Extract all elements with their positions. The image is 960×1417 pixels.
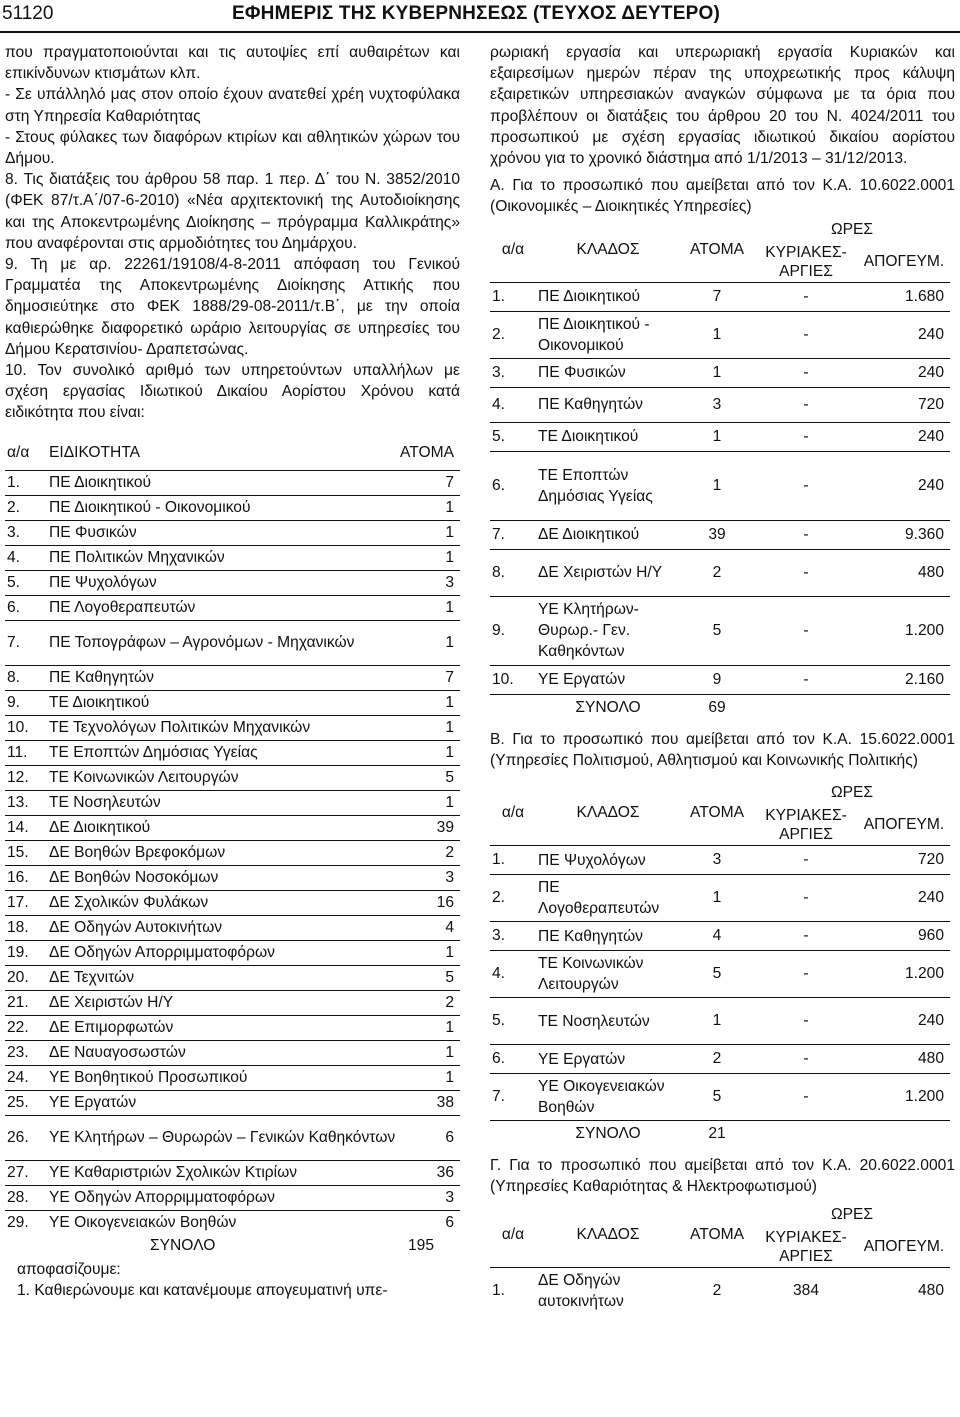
row-number: 9. (492, 621, 506, 639)
table-row (5, 1185, 460, 1210)
row-klados: ΤΕ Κοινωνικών Λειτουργών (538, 955, 644, 994)
total-row (490, 694, 950, 721)
row-atoma: 5 (712, 965, 722, 983)
row-atoma: 4 (712, 927, 722, 945)
table-row (5, 470, 460, 495)
row-number: 2. (492, 325, 506, 343)
row-apogeum: 1.680 (904, 287, 944, 305)
row-count: 36 (436, 1163, 454, 1181)
header-aa: α/α (501, 804, 525, 822)
row-number: 2. (7, 498, 21, 516)
total-blank (754, 694, 950, 721)
row-apogeum: 720 (917, 851, 944, 869)
row-atoma: 2 (712, 1282, 722, 1300)
row-atoma: 1 (712, 476, 722, 494)
row-apogeum: 9.360 (904, 525, 944, 543)
table-row (5, 840, 460, 865)
row-count: 5 (445, 768, 454, 786)
header-aa: α/α (501, 240, 525, 258)
row-specialty: ΥΕ Εργατών (49, 1093, 137, 1111)
row-specialty: ΔΕ Διοικητικού (49, 818, 151, 836)
row-klados: ΔΕ Διοικητικού (538, 526, 640, 544)
row-kyriakes: - (803, 525, 809, 543)
row-specialty: ΤΕ Εποπτών Δημόσιας Υγείας (49, 743, 258, 761)
table-header-row (490, 781, 950, 805)
row-number: 10. (7, 718, 29, 736)
total-value: 21 (708, 1125, 726, 1143)
row-count: 38 (436, 1093, 454, 1111)
row-number: 11. (7, 743, 28, 761)
page-header (0, 0, 960, 32)
hours-table-b (490, 781, 950, 1147)
row-apogeum: 720 (917, 395, 944, 413)
row-apogeum: 240 (917, 427, 944, 445)
row-number: 3. (492, 927, 506, 945)
row-atoma: 7 (712, 287, 722, 305)
table-row (490, 1045, 950, 1074)
row-kyriakes: - (803, 927, 809, 945)
header-atoma: ΑΤΟΜΑ (689, 804, 744, 822)
header-kyriakes: ΚΥΡΙΑΚΕΣ-ΑΡΓΙΕΣ (765, 243, 847, 280)
row-specialty: ΔΕ Χειριστών Η/Υ (49, 993, 174, 1011)
row-klados: ΥΕ Εργατών (538, 1050, 626, 1068)
row-specialty: ΠΕ Φυσικών (49, 523, 137, 541)
row-klados: ΤΕ Εποπτών Δημόσιας Υγείας (538, 466, 653, 505)
row-specialty: ΔΕ Ναυαγοσωστών (49, 1043, 186, 1061)
header-aa: α/α (501, 1226, 525, 1244)
section-a-heading: Α. Για το προσωπικό που αμείβεται από τον Κ.Α. 10.6022.0001 (Οικονομικές – Διοικητικές Υπηρεσίες) (490, 177, 955, 216)
row-count: 5 (445, 968, 454, 986)
row-count: 2 (445, 993, 454, 1011)
header-kyriakes: ΚΥΡΙΑΚΕΣ-ΑΡΓΙΕΣ (765, 807, 847, 844)
table-row (5, 690, 460, 715)
row-count: 1 (445, 523, 454, 541)
header-ores: ΩΡΕΣ (830, 1206, 874, 1224)
table-row (490, 358, 950, 387)
page-number: 51120 (2, 3, 54, 24)
row-count: 7 (445, 668, 454, 686)
row-count: 6 (445, 1129, 454, 1147)
row-specialty: ΠΕ Λογοθεραπευτών (49, 598, 196, 616)
table-row (490, 1074, 950, 1121)
hours-table-c (490, 1203, 950, 1314)
row-number: 5. (492, 427, 506, 445)
row-number: 3. (7, 523, 21, 541)
row-kyriakes: - (803, 621, 809, 639)
row-number: 1. (7, 473, 21, 491)
row-number: 6. (492, 476, 506, 494)
table-row (5, 940, 460, 965)
header-atoma: ΑΤΟΜΑ (689, 1226, 744, 1244)
row-number: 14. (7, 818, 29, 836)
row-klados: ΥΕ Εργατών (538, 671, 626, 689)
row-specialty: ΠΕ Τοπογράφων – Αγρονόμων - Μηχανικών (49, 634, 355, 652)
row-count: 39 (436, 818, 454, 836)
paragraph: 8. Τις διατάξεις του άρθρου 58 παρ. 1 περ. Δ΄ του Ν. 3852/2010 (ΦΕΚ 87/τ.Α΄/07-6-2010) «Νέα αρχιτεκτονική της Αυτοδιοίκησης και της Αποκεντρωμένης Διοίκησης – πρόγραμμα Καλλικράτης» που αναφέρονται στις αρμοδιότητες του Δημάρχου. (5, 171, 460, 252)
row-number: 5. (7, 573, 21, 591)
left-column (5, 42, 460, 1301)
row-apogeum: 960 (917, 927, 944, 945)
row-specialty: ΥΕ Οικογενειακών Βοηθών (49, 1213, 237, 1231)
row-atoma: 1 (712, 889, 722, 907)
row-kyriakes: - (803, 1050, 809, 1068)
table-row (5, 890, 460, 915)
row-number: 26. (7, 1129, 29, 1147)
total-row (5, 1235, 460, 1259)
header-apogeum: ΑΠΟΓΕΥΜ. (863, 816, 945, 834)
row-number: 4. (492, 965, 506, 983)
header-klados: ΚΛΑΔΟΣ (576, 1226, 640, 1244)
row-atoma: 1 (712, 1012, 722, 1030)
row-kyriakes: - (803, 363, 809, 381)
total-blank (754, 1121, 950, 1148)
row-specialty: ΠΕ Διοικητικού - Οικονομικού (49, 498, 251, 516)
row-specialty: ΠΕ Διοικητικού (49, 473, 152, 491)
paragraph: - Στους φύλακες των διαφόρων κτιρίων και αθλητικών χώρων του Δήμου. (5, 128, 460, 168)
table-row (490, 282, 950, 311)
row-klados: ΠΕ Διοικητικού - Οικονομικού (538, 315, 650, 354)
row-apogeum: 1.200 (904, 1088, 944, 1106)
header-count: ΑΤΟΜΑ (399, 443, 454, 461)
row-count: 3 (445, 1188, 454, 1206)
table-header-row (490, 218, 950, 242)
header-aa: α/α (7, 443, 30, 461)
row-number: 5. (492, 1012, 506, 1030)
row-apogeum: 240 (917, 1012, 944, 1030)
table-row (5, 1065, 460, 1090)
table-row (5, 1210, 460, 1235)
row-klados: ΤΕ Νοσηλευτών (538, 1012, 650, 1030)
row-atoma: 9 (712, 670, 722, 688)
row-count: 1 (445, 743, 454, 761)
row-number: 17. (7, 893, 29, 911)
row-apogeum: 240 (917, 889, 944, 907)
row-count: 6 (445, 1213, 454, 1231)
table-header-row (5, 436, 460, 471)
row-kyriakes: - (803, 1088, 809, 1106)
table-row (5, 965, 460, 990)
row-count: 1 (445, 498, 454, 516)
row-specialty: ΤΕ Νοσηλευτών (49, 793, 161, 811)
row-number: 20. (7, 968, 29, 986)
total-label: ΣΥΝΟΛΟ (150, 1236, 216, 1254)
row-klados: ΠΕ Φυσικών (538, 364, 626, 382)
header-klados: ΚΛΑΔΟΣ (576, 804, 640, 822)
table-row (5, 495, 460, 520)
row-atoma: 5 (712, 1088, 722, 1106)
row-number: 16. (7, 868, 29, 886)
header-apogeum: ΑΠΟΓΕΥΜ. (863, 252, 945, 270)
row-number: 1. (492, 1282, 506, 1300)
table-row (5, 865, 460, 890)
row-count: 1 (445, 1068, 454, 1086)
row-klados: ΠΕ Ψυχολόγων (538, 851, 646, 869)
row-number: 23. (7, 1043, 29, 1061)
row-number: 1. (492, 287, 506, 305)
row-count: 1 (445, 1043, 454, 1061)
row-number: 28. (7, 1188, 29, 1206)
paragraph: 10. Τον συνολικό αριθμό των υπηρετούντων υπαλλήλων με σχέση εργασίας Ιδιωτικού Δικαίου Αορίστου Χρόνου κατά ειδικότητα που είναι: (5, 362, 460, 422)
section-b-heading: Β. Για το προσωπικό που αμείβεται από τον Κ.Α. 15.6022.0001 (Υπηρεσίες Πολιτισμού, Αθλητισμού και Κοινωνικής Πολιτικής) (490, 730, 955, 769)
paragraph: που πραγματοποιούνται και τις αυτοψίες επί αυθαιρέτων και επικίνδυνων κτισμάτων κλπ. (5, 44, 460, 83)
header-ores: ΩΡΕΣ (830, 220, 874, 238)
table-row (5, 570, 460, 595)
table-row (490, 422, 950, 451)
row-specialty: ΠΕ Καθηγητών (49, 668, 154, 686)
row-number: 25. (7, 1093, 29, 1111)
row-kyriakes: - (803, 563, 809, 581)
row-kyriakes: - (803, 851, 809, 869)
row-atoma: 1 (712, 325, 722, 343)
row-apogeum: 240 (917, 325, 944, 343)
row-apogeum: 2.160 (904, 670, 944, 688)
row-count: 3 (445, 573, 454, 591)
decide-item: 1. Καθιερώνουμε και κατανέμουμε απογευματινή υπε- (17, 1281, 388, 1299)
row-number: 24. (7, 1068, 29, 1086)
row-kyriakes: 384 (792, 1282, 820, 1300)
row-atoma: 5 (712, 621, 722, 639)
row-number: 7. (492, 525, 506, 543)
decide-label: αποφασίζουμε: (17, 1260, 121, 1278)
table-row (490, 665, 950, 694)
row-number: 19. (7, 943, 29, 961)
row-specialty: ΔΕ Οδηγών Απορριμματοφόρων (49, 943, 275, 961)
row-number: 2. (492, 889, 506, 907)
paragraph: ρωριακή εργασία και υπερωριακή εργασία Κυριακών και εξαιρεσίμων ημερών πέραν της υποχρεωτικής προς κάλυψη εξαιρετικών υπηρεσιακών αναγκών σύμφωνα με τα όρια που προβλέπουν οι διατάξεις του άρθρου 20 του Ν. 4024/2011 του προσωπικού με σχέση εργασίας ιδιωτικού δικαίου αορίστου χρόνου για το χρονικό διάστημα από 1/1/2013 – 31/12/2013. (490, 44, 955, 168)
gazette-title: ΕΦΗΜΕΡΙΣ ΤΗΣ ΚΥΒΕΡΝΗΣΕΩΣ (ΤΕΥΧΟΣ ΔΕΥΤΕΡΟ) (232, 3, 720, 24)
hours-table-a (490, 218, 950, 721)
row-number: 7. (492, 1088, 506, 1106)
table-header-row (490, 1203, 950, 1227)
table-row (490, 1268, 950, 1315)
row-atoma: 1 (712, 427, 722, 445)
table-row (5, 915, 460, 940)
row-kyriakes: - (803, 1012, 809, 1030)
row-number: 8. (492, 563, 506, 581)
row-apogeum: 1.200 (904, 621, 944, 639)
row-kyriakes: - (803, 325, 809, 343)
row-klados: ΔΕ Οδηγών αυτοκινήτων (538, 1272, 624, 1311)
row-specialty: ΔΕ Βοηθών Νοσοκόμων (49, 868, 219, 886)
row-number: 6. (7, 598, 21, 616)
row-count: 3 (445, 868, 454, 886)
row-specialty: ΔΕ Επιμορφωτών (49, 1018, 174, 1036)
table-row (5, 815, 460, 840)
row-klados: ΥΕ Οικογενειακών Βοηθών (538, 1078, 665, 1117)
row-apogeum: 480 (917, 563, 944, 581)
row-number: 13. (7, 793, 29, 811)
row-specialty: ΥΕ Κλητήρων – Θυρωρών – Γενικών Καθηκόντων (49, 1129, 396, 1147)
table-row (5, 665, 460, 690)
total-row (490, 1121, 950, 1148)
row-specialty: ΤΕ Τεχνολόγων Πολιτικών Μηχανικών (49, 718, 311, 736)
row-number: 27. (7, 1163, 29, 1181)
table-row (490, 549, 950, 596)
specialty-table (5, 436, 460, 1235)
row-number: 12. (7, 768, 29, 786)
row-apogeum: 480 (917, 1282, 944, 1300)
table-row (490, 311, 950, 358)
paragraph: 9. Τη με αρ. 22261/19108/4-8-2011 απόφαση του Γενικού Γραμματέα της Αποκεντρωμένης Διοίκησης Αττικής που δημοσιεύτηκε στο ΦΕΚ 1888/29-08-2011/τ.Β΄, με την οποία καθιερώθηκε διαφορετικό ωράριο λειτουργίας σε υπηρεσίες του Δήμου Κερατσινίου- Δραπετσώνας. (5, 256, 460, 358)
row-count: 1 (445, 634, 454, 652)
row-number: 8. (7, 668, 21, 686)
table-row (5, 1040, 460, 1065)
total-value: 69 (708, 698, 726, 716)
row-number: 1. (492, 851, 506, 869)
row-atoma: 2 (712, 563, 722, 581)
table-row (5, 715, 460, 740)
row-count: 4 (445, 918, 454, 936)
row-count: 16 (436, 893, 454, 911)
table-row (5, 765, 460, 790)
row-number: 6. (492, 1050, 506, 1068)
row-count: 1 (445, 693, 454, 711)
table-row (5, 595, 460, 620)
row-specialty: ΥΕ Οδηγών Απορριμματοφόρων (49, 1188, 275, 1206)
row-specialty: ΔΕ Τεχνιτών (49, 968, 134, 986)
row-count: 2 (445, 843, 454, 861)
table-row (5, 990, 460, 1015)
table-row (5, 790, 460, 815)
row-apogeum: 480 (917, 1050, 944, 1068)
row-specialty: ΠΕ Ψυχολόγων (49, 573, 157, 591)
table-row (5, 740, 460, 765)
total-label: ΣΥΝΟΛΟ (575, 1125, 641, 1143)
row-kyriakes: - (803, 965, 809, 983)
table-row (490, 875, 950, 922)
total-spacer (490, 694, 536, 721)
row-klados: ΠΕ Καθηγητών (538, 927, 643, 945)
row-kyriakes: - (803, 395, 809, 413)
table-row (490, 451, 950, 520)
header-atoma: ΑΤΟΜΑ (689, 240, 744, 258)
paragraph: - Σε υπάλληλό μας στον οποίο έχουν ανατεθεί χρέη νυχτοφύλακα στη Υπηρεσία Καθαριότητας (5, 86, 460, 125)
row-number: 15. (7, 843, 29, 861)
row-number: 9. (7, 693, 21, 711)
row-number: 21. (7, 993, 29, 1011)
row-specialty: ΔΕ Οδηγών Αυτοκινήτων (49, 918, 223, 936)
table-row (490, 922, 950, 951)
row-specialty: ΤΕ Διοικητικού (49, 693, 150, 711)
row-specialty: ΥΕ Βοηθητικού Προσωπικού (49, 1068, 248, 1086)
row-klados: ΠΕ Λογοθεραπευτών (538, 879, 660, 918)
header-rule (0, 31, 960, 33)
row-apogeum: 1.200 (904, 965, 944, 983)
table-row (490, 846, 950, 875)
row-specialty: ΥΕ Καθαριστριών Σχολικών Κτιρίων (49, 1163, 298, 1181)
row-number: 4. (492, 395, 506, 413)
table-row (490, 951, 950, 998)
row-kyriakes: - (803, 476, 809, 494)
row-kyriakes: - (803, 287, 809, 305)
table-row (5, 1015, 460, 1040)
total-value: 195 (407, 1236, 434, 1254)
table-row (490, 596, 950, 665)
row-number: 7. (7, 634, 21, 652)
row-apogeum: 240 (917, 476, 944, 494)
header-specialty: ΕΙΔΙΚΟΤΗΤΑ (49, 443, 141, 461)
row-specialty: ΔΕ Βοηθών Βρεφοκόμων (49, 843, 226, 861)
row-atoma: 1 (712, 363, 722, 381)
row-atoma: 3 (712, 851, 722, 869)
row-klados: ΥΕ Κλητήρων-Θυρωρ.- Γεν. Καθηκόντων (538, 601, 639, 661)
row-number: 3. (492, 363, 506, 381)
row-number: 22. (7, 1018, 29, 1036)
table-row (5, 545, 460, 570)
row-kyriakes: - (803, 427, 809, 445)
row-atoma: 2 (712, 1050, 722, 1068)
table-row (5, 1160, 460, 1185)
row-klados: ΠΕ Διοικητικού (538, 288, 641, 306)
row-count: 1 (445, 793, 454, 811)
header-kyriakes: ΚΥΡΙΑΚΕΣ-ΑΡΓΙΕΣ (765, 1229, 847, 1266)
header-ores: ΩΡΕΣ (830, 784, 874, 802)
table-row (5, 520, 460, 545)
row-count: 7 (445, 473, 454, 491)
table-row (5, 620, 460, 665)
header-klados: ΚΛΑΔΟΣ (576, 240, 640, 258)
row-count: 1 (445, 598, 454, 616)
row-count: 1 (445, 943, 454, 961)
total-label: ΣΥΝΟΛΟ (575, 698, 641, 716)
row-atoma: 3 (712, 395, 722, 413)
table-row (490, 387, 950, 422)
row-klados: ΠΕ Καθηγητών (538, 396, 643, 414)
table-row (5, 1115, 460, 1160)
row-count: 1 (445, 548, 454, 566)
row-number: 18. (7, 918, 29, 936)
row-kyriakes: - (803, 889, 809, 907)
row-specialty: ΤΕ Κοινωνικών Λειτουργών (49, 768, 239, 786)
table-row (490, 520, 950, 549)
section-c-heading: Γ. Για το προσωπικό που αμείβεται από τον Κ.Α. 20.6022.0001 (Υπηρεσίες Καθαριότητας & Ηλεκτροφωτισμού) (490, 1157, 955, 1196)
row-specialty: ΔΕ Σχολικών Φυλάκων (49, 893, 209, 911)
row-kyriakes: - (803, 670, 809, 688)
row-number: 10. (492, 670, 514, 688)
row-number: 4. (7, 548, 21, 566)
header-apogeum: ΑΠΟΓΕΥΜ. (863, 1238, 945, 1256)
row-atoma: 39 (708, 525, 726, 543)
right-column (490, 42, 955, 1314)
table-row (5, 1090, 460, 1115)
row-count: 1 (445, 718, 454, 736)
row-apogeum: 240 (917, 363, 944, 381)
row-specialty: ΠΕ Πολιτικών Μηχανικών (49, 548, 225, 566)
row-klados: ΤΕ Διοικητικού (538, 428, 639, 446)
row-number: 29. (7, 1213, 29, 1231)
row-count: 1 (445, 1018, 454, 1036)
row-klados: ΔΕ Χειριστών Η/Υ (538, 564, 663, 582)
total-spacer (490, 1121, 536, 1148)
table-row (490, 998, 950, 1045)
